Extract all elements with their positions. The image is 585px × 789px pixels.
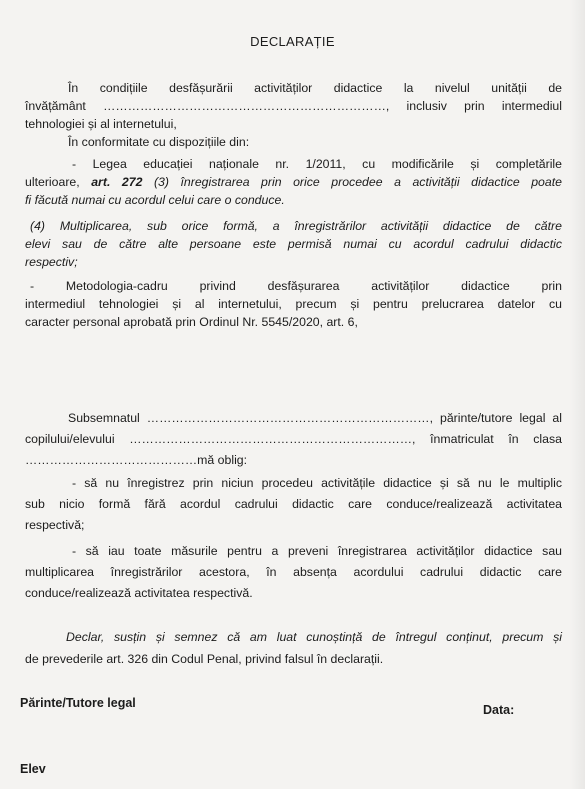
date-label: Data:	[483, 703, 515, 717]
paragraph-line: Subsemnatul ……………………………………………………………, părinte/tutore legal al	[68, 411, 562, 425]
paragraph-line: copilului/elevului ……………………………………………………………, înmatriculat în clasa	[25, 432, 562, 446]
paragraph-line: - Legea educației naționale nr. 1/2011, cu modificările și completările	[72, 157, 562, 171]
paragraph-line: conduce/realizează activitatea respectivă.	[25, 586, 253, 600]
paragraph-line: - să iau toate măsurile pentru a preveni înregistrarea activităților didactice sau	[72, 544, 562, 558]
paragraph-line: caracter personal aprobată prin Ordinul Nr. 5545/2020, art. 6,	[25, 315, 358, 329]
paragraph-line: În condițiile desfășurării activităților didactice la nivelul unității de	[68, 81, 562, 95]
paragraph-line: Declar, susțin și semnez că am luat cunoștință de întregul conținut, precum și	[66, 630, 562, 644]
paragraph-line: ulterioare, art. 272 (3) înregistrarea prin orice procedee a activității didactice poate	[25, 175, 562, 189]
paragraph-line: - să nu înregistrez prin niciun procedeu activitățile didactice și să nu le multiplic	[72, 476, 562, 490]
document-title: DECLARAȚIE	[250, 34, 335, 49]
paragraph-line: ……………………………………mă oblig:	[25, 453, 248, 467]
paragraph-line: elevi sau de către alte persoane este permisă numai cu acordul cadrului didactic	[25, 237, 562, 251]
paragraph-line: tehnologiei și al internetului,	[25, 117, 177, 131]
parent-signature-label: Părinte/Tutore legal	[20, 696, 136, 710]
paragraph-line: învățământ ……………………………………………………………, inclusiv prin intermediul	[25, 99, 562, 113]
article-reference: art. 272	[91, 175, 143, 189]
paragraph-line: fi făcută numai cu acordul celui care o conduce.	[25, 193, 285, 207]
paragraph-line: intermediul tehnologiei și al internetului, precum și pentru prelucrarea datelor cu	[25, 297, 562, 311]
paragraph-line: multiplicarea înregistrărilor acestora, în absența acordului cadrului didactic care	[25, 565, 562, 579]
page-edge-shadow	[570, 0, 585, 789]
student-signature-label: Elev	[20, 762, 46, 776]
paragraph-line: respectivă;	[25, 518, 85, 532]
paragraph-line: În conformitate cu dispozițiile din:	[68, 135, 250, 149]
paragraph-line: respectiv;	[25, 255, 78, 269]
paragraph-line: sub nicio formă fără acordul cadrului didactic care conduce/realizează activitatea	[25, 497, 562, 511]
paragraph-line: (4) Multiplicarea, sub orice formă, a înregistrărilor activității didactice de către	[30, 219, 562, 233]
paragraph-line: de prevederile art. 326 din Codul Penal, privind falsul în declarații.	[25, 652, 384, 666]
paragraph-line: - Metodologia-cadru privind desfășurarea activităților didactice prin	[30, 279, 562, 293]
